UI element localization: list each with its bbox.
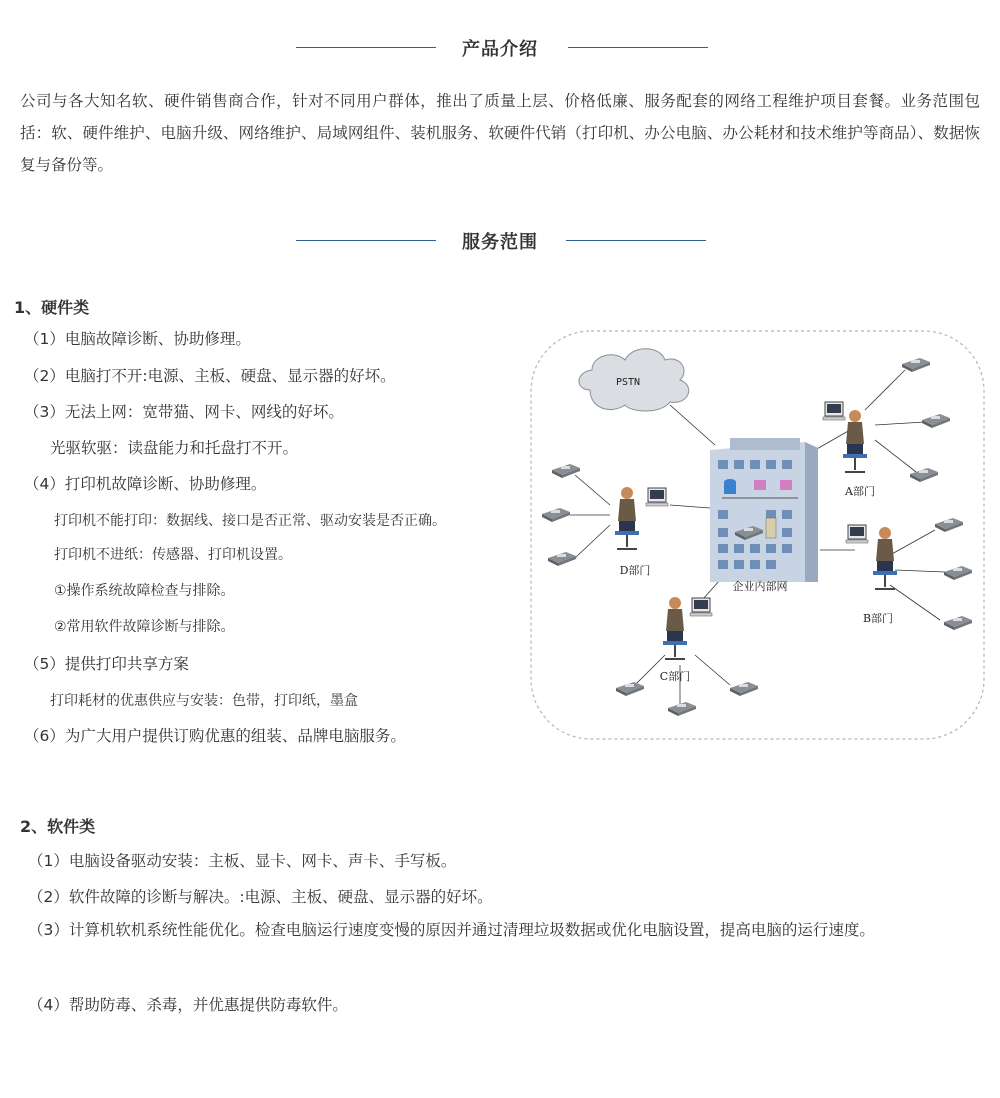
header-line-right [566,240,706,241]
header-line-right [568,47,708,48]
dept-a-label: A部门 [845,485,875,498]
dept-c-label: C部门 [659,670,691,683]
services-title: 服务范围 [462,232,538,253]
hardware-subitem: 打印耗材的优惠供应与安装：色带，打印纸，墨盒 [50,693,358,709]
hardware-item: （5）提供打印共享方案 [24,655,189,673]
hardware-title: 1、硬件类 [14,298,90,317]
hardware-item: 光驱软驱：读盘能力和托盘打不开。 [50,439,299,457]
hardware-item: （3）无法上网：宽带猫、网卡、网线的好坏。 [24,403,344,421]
dept-d-workstation [615,487,668,549]
hardware-item: （2）电脑打不开:电源、主板、硬盘、显示器的好坏。 [24,367,396,385]
hardware-item: （1）电脑故障诊断、协助修理。 [24,330,251,348]
software-title: 2、软件类 [20,817,96,836]
pstn-label: PSTN [615,377,641,388]
dept-b-workstation [846,525,897,589]
product-title: 产品介绍 [462,39,538,60]
software-item: （2）软件故障的诊断与解决。:电源、主板、硬盘、显示器的好坏。 [28,888,493,906]
enterprise-building [710,438,818,582]
hardware-subitem: 打印机不进纸：传感器、打印机设置。 [54,547,292,563]
network-diagram [530,330,985,740]
dept-d-label: D部门 [619,564,651,577]
pstn-cloud [579,349,689,411]
hardware-subitem: 打印机不能打印：数据线、接口是否正常、驱动安装是否正确。 [54,513,446,529]
dept-b-label: B部门 [862,612,894,625]
dept-c-workstation [663,597,712,659]
hardware-subitem: ②常用软件故障诊断与排除。 [54,619,235,635]
dept-a-workstation [823,402,867,472]
product-description: 公司与各大知名软、硬件销售商合作，针对不同用户群体，推出了质量上层、价格低廉、服务配套的网络工程维护项目套餐。业务范围包括：软、硬件维护、电脑升级、网络维护、局域网组件、装机服务、软硬件代销（打印机、办公电脑、办公耗材和技术维护等商品）、数据恢复与备份等。 [20,92,980,174]
hardware-item: （4）打印机故障诊断、协助修理。 [24,475,267,493]
product-section-header [0,33,1000,63]
center-label: 企业内部网 [732,580,788,593]
software-item: （4）帮助防毒、杀毒，并优惠提供防毒软件。 [28,996,348,1014]
services-section-header [0,226,1000,256]
hardware-item: （6）为广大用户提供订购优惠的组装、品牌电脑服务。 [24,727,406,745]
network-diagram-svg [530,330,985,740]
software-item: （1）电脑设备驱动安装：主板、显卡、网卡、声卡、手写板。 [28,852,457,870]
software-item: （3）计算机软机系统性能优化。检查电脑运行速度变慢的原因并通过清理垃圾数据或优化电脑设置，提高电脑的运行速度。 [28,921,875,939]
hardware-subitem: ①操作系统故障检查与排除。 [54,583,235,599]
